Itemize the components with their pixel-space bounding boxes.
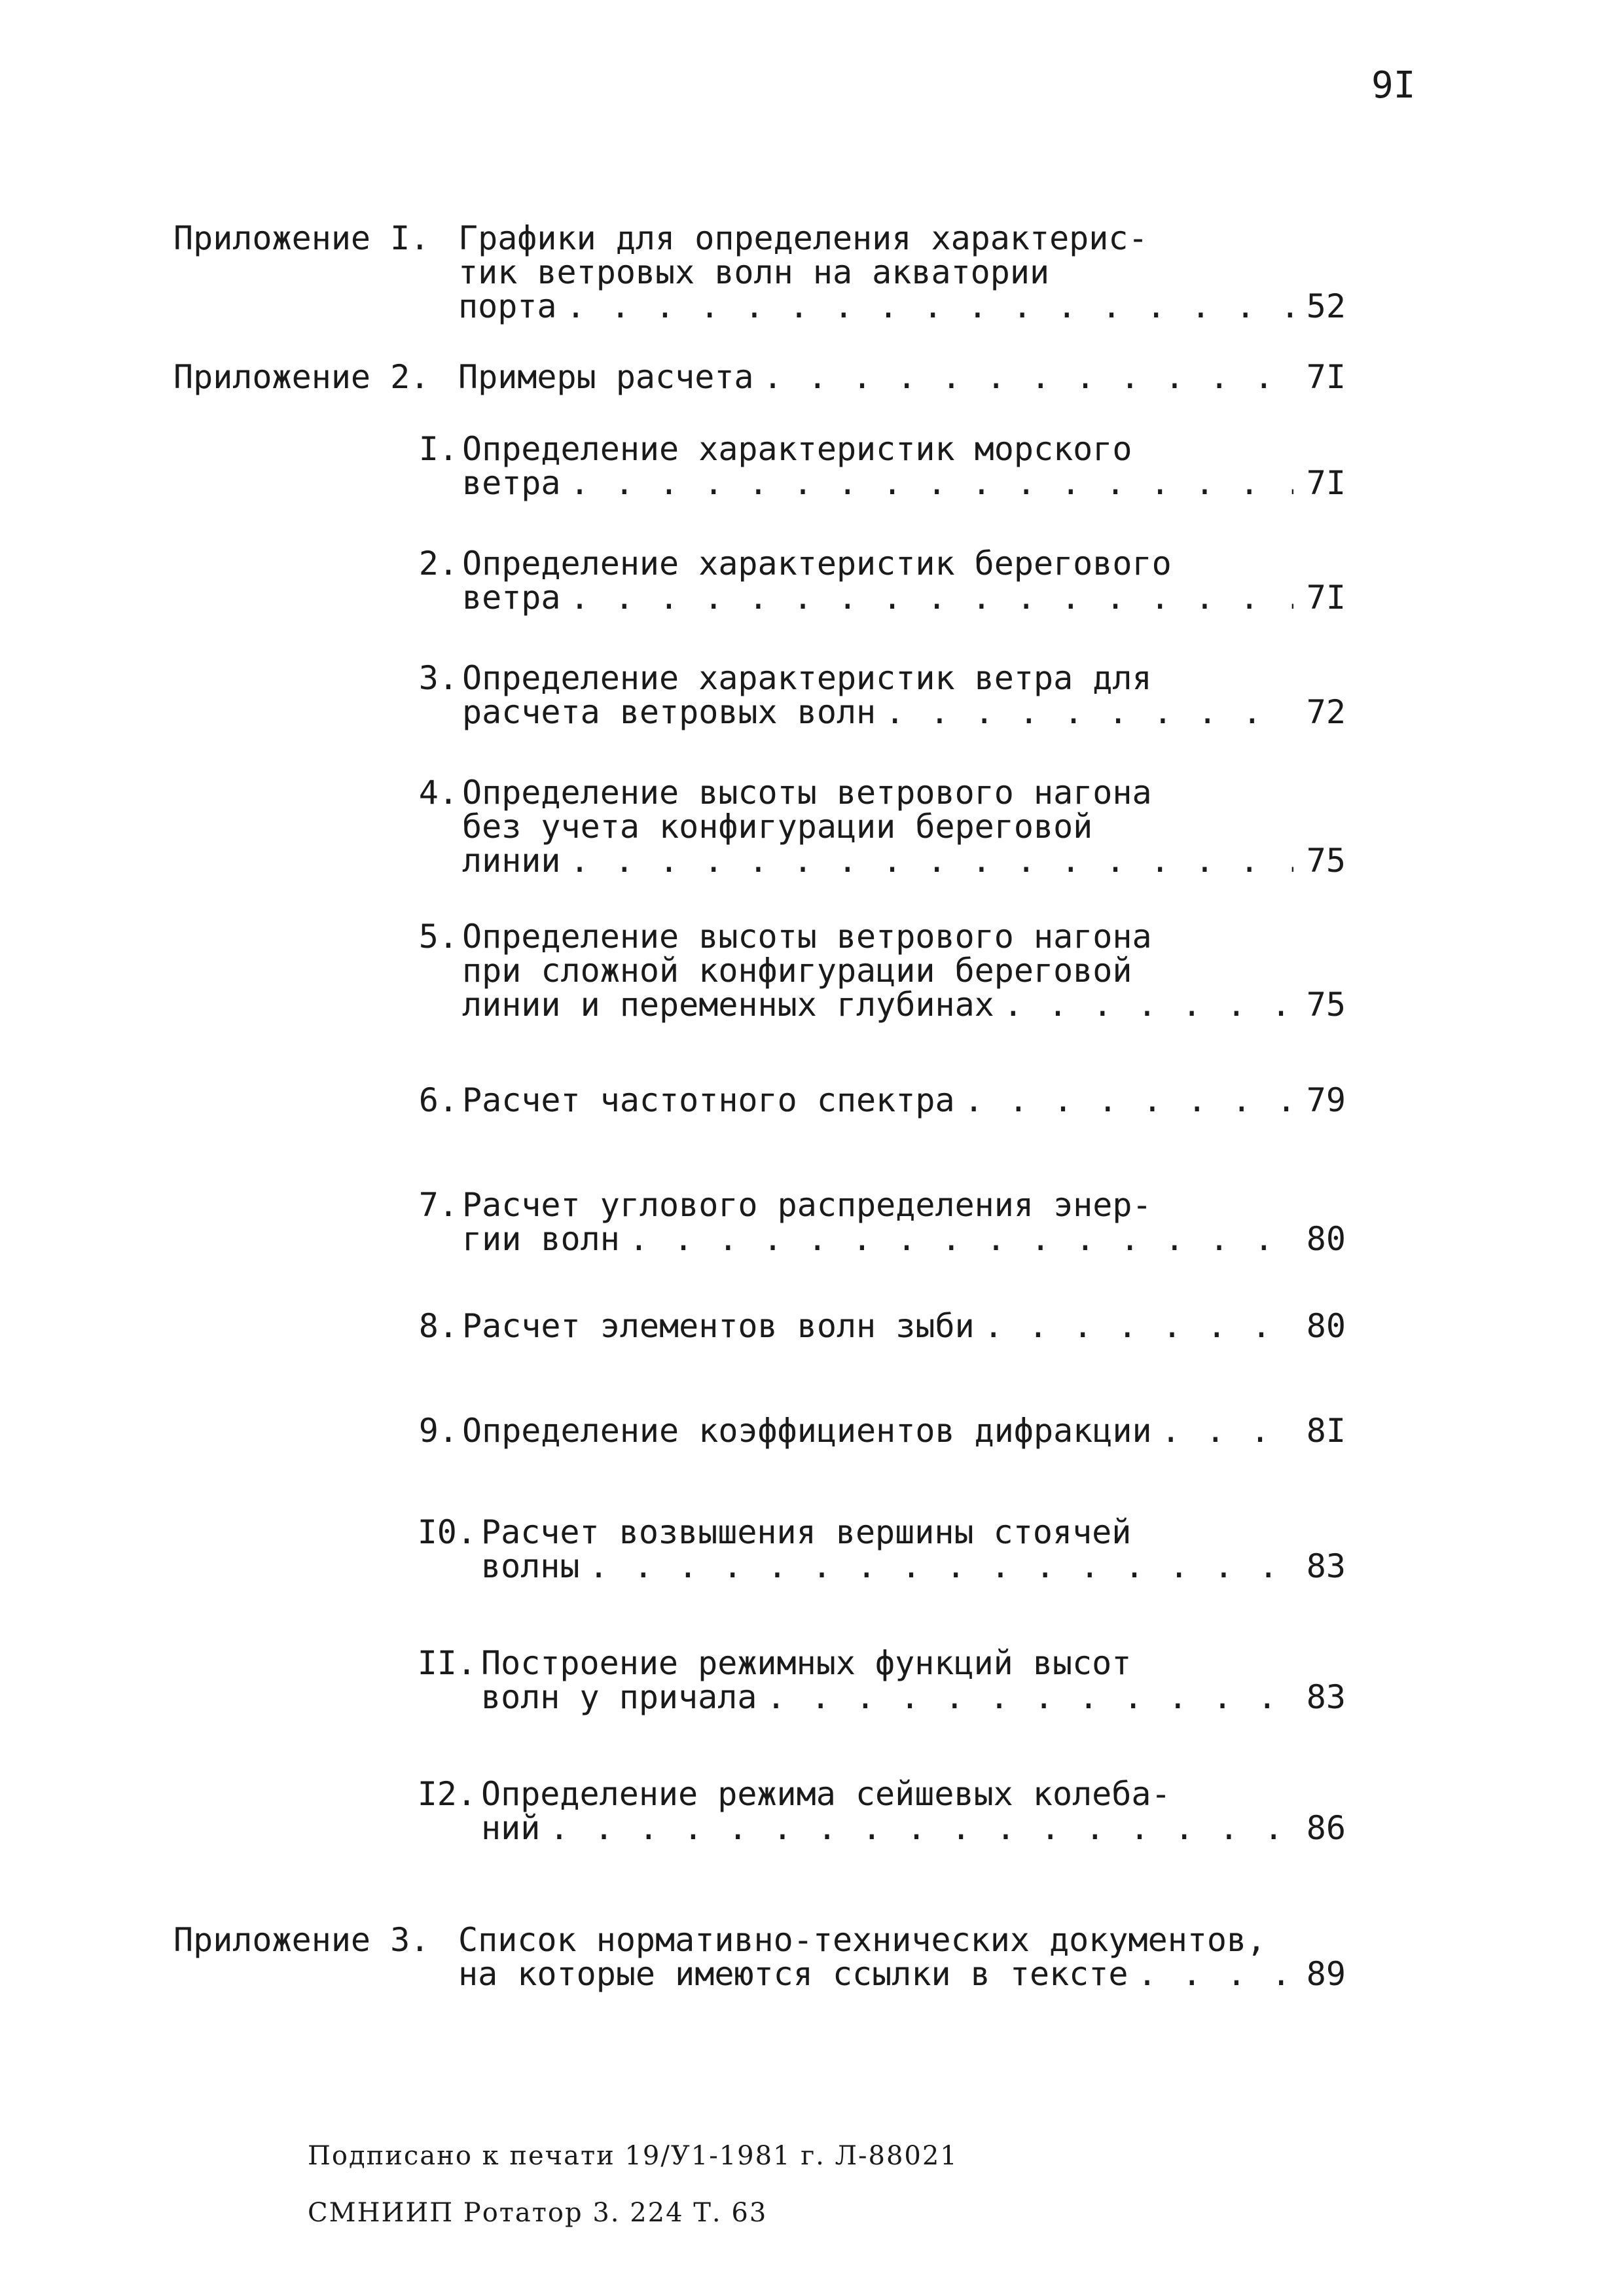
entry-title-line: ветра xyxy=(462,464,561,502)
entry-title-line: Расчет частотного спектра xyxy=(462,1081,955,1119)
page-ref: 7I xyxy=(1306,464,1346,502)
page-ref: 83 xyxy=(1306,1678,1346,1716)
dot-leader xyxy=(561,844,1293,878)
item-number: 8. xyxy=(418,1307,458,1345)
footer-print-info: Подписано к печати 19/У1-1981 г. Л-88021 xyxy=(308,2141,958,2171)
item-number: 9. xyxy=(418,1412,458,1450)
entry-title-line: Определение высоты ветрового нагона xyxy=(462,918,1152,956)
page-ref: 83 xyxy=(1306,1547,1346,1585)
page-ref: 75 xyxy=(1306,842,1346,880)
page-ref: 7I xyxy=(1306,579,1346,617)
dot-leader xyxy=(1152,1414,1293,1448)
entry-title-line: Примеры расчета xyxy=(458,358,754,396)
page-ref: 80 xyxy=(1306,1220,1346,1258)
entry-title-line: Определение характеристик ветра для xyxy=(462,659,1152,697)
appendix-label: Приложение I. xyxy=(173,219,430,257)
item-number: 6. xyxy=(418,1081,458,1119)
entry-title-line: Расчет возвышения вершины стоячей xyxy=(481,1513,1132,1551)
page-ref: 75 xyxy=(1306,986,1346,1024)
entry-title-line: линии и переменных глубинах xyxy=(462,986,994,1024)
item-number: I. xyxy=(418,430,458,468)
dot-leader xyxy=(876,695,1293,729)
entry-title-line: гии волн xyxy=(462,1220,620,1258)
dot-leader xyxy=(975,1309,1293,1343)
dot-leader xyxy=(540,1811,1293,1845)
dot-leader xyxy=(955,1083,1293,1117)
entry-title-line: Определение коэффициентов дифракции xyxy=(462,1412,1152,1450)
entry-title-line: на которые имеются ссылки в тексте xyxy=(458,1955,1128,1993)
page-ref: 80 xyxy=(1306,1307,1346,1345)
dot-leader xyxy=(757,1680,1293,1714)
entry-title-line: волны xyxy=(481,1547,580,1585)
entry-title-line: Построение режимных функций высот xyxy=(481,1644,1132,1682)
item-number: II. xyxy=(417,1644,477,1682)
dot-leader xyxy=(754,360,1293,394)
dot-leader xyxy=(620,1222,1293,1256)
entry-title-line: Расчет элементов волн зыби xyxy=(462,1307,975,1345)
item-number: I2. xyxy=(417,1775,477,1813)
item-number: 2. xyxy=(418,545,458,583)
item-number: 7. xyxy=(418,1186,458,1224)
entry-title-line: Графики для определения характерис- xyxy=(458,219,1148,257)
item-number: 4. xyxy=(418,774,458,812)
entry-title-line: Определение высоты ветрового нагона xyxy=(462,774,1152,812)
entry-title-line: Расчет углового распределения энер- xyxy=(462,1186,1152,1224)
footer-printer: СМНИИП Ротатор 3. 224 Т. 63 xyxy=(308,2198,768,2228)
entry-title-line: волн у причала xyxy=(481,1678,757,1716)
dot-leader xyxy=(561,581,1293,615)
appendix-label: Приложение 2. xyxy=(173,358,430,396)
item-number: 5. xyxy=(418,918,458,956)
entry-title-line: Определение характеристик берегового xyxy=(462,545,1172,583)
entry-title-line: расчета ветровых волн xyxy=(462,693,876,731)
entry-title-line: Определение характеристик морского xyxy=(462,430,1132,468)
page-ref: 86 xyxy=(1306,1809,1346,1847)
page-ref: 52 xyxy=(1306,287,1346,325)
entry-title-line: Определение режима сейшевых колеба- xyxy=(481,1775,1171,1813)
dot-leader xyxy=(580,1549,1293,1583)
page-number: 9I xyxy=(1371,64,1416,107)
entry-title-line: тик ветровых волн на акватории xyxy=(458,253,1050,291)
appendix-label: Приложение 3. xyxy=(173,1921,430,1959)
entry-title-line: при сложной конфигурации береговой xyxy=(462,952,1132,990)
entry-title-line: ветра xyxy=(462,579,561,617)
entry-title-line: линии xyxy=(462,842,561,880)
entry-title-line: без учета конфигурации береговой xyxy=(462,808,1093,846)
item-number: 3. xyxy=(418,659,458,697)
page-ref: 89 xyxy=(1306,1955,1346,1993)
item-number: I0. xyxy=(417,1513,477,1551)
entry-title-line: ний xyxy=(481,1809,541,1847)
entry-title-line: Список нормативно-технических документов, xyxy=(458,1921,1267,1959)
dot-leader xyxy=(1128,1957,1294,1991)
dot-leader xyxy=(994,988,1293,1022)
page-ref: 8I xyxy=(1306,1412,1346,1450)
dot-leader xyxy=(561,466,1293,500)
page-ref: 72 xyxy=(1306,693,1346,731)
page-ref: 79 xyxy=(1306,1081,1346,1119)
entry-title-line: порта xyxy=(458,287,557,325)
page-ref: 7I xyxy=(1306,358,1346,396)
dot-leader xyxy=(557,289,1293,323)
